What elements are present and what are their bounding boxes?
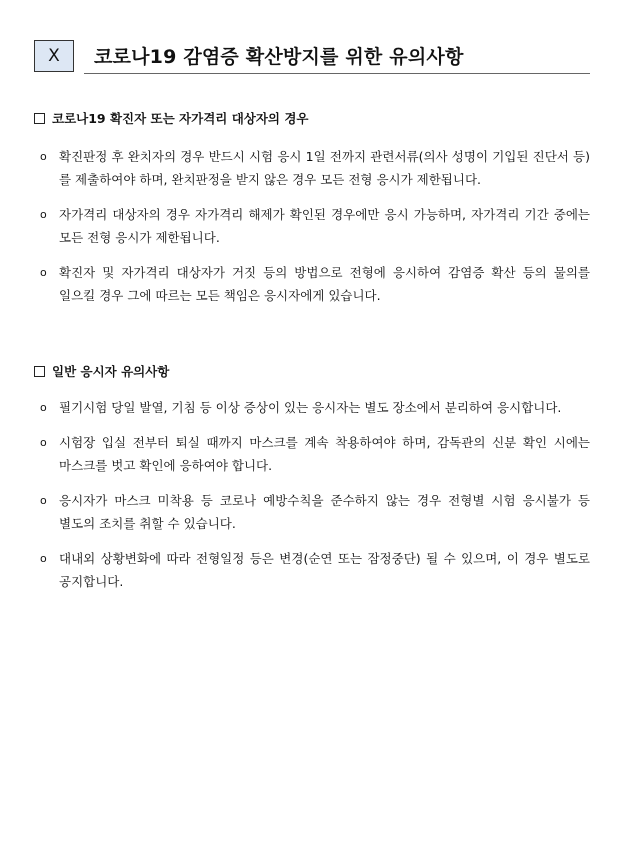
bullet-circle-icon: o: [40, 436, 47, 449]
page-header: [34, 40, 590, 74]
item-text: 시험장 입실 전부터 퇴실 때까지 마스크를 계속 착용하여야 하며, 감독관의 신분 확인 시에는 마스크를 벗고 확인에 응하여야 합니다.: [59, 435, 590, 473]
section-heading: [34, 361, 590, 381]
square-box-icon: [34, 366, 45, 377]
item-text: 자가격리 대상자의 경우 자가격리 해제가 확인된 경우에만 응시 가능하며, 자가격리 기간 중에는 모든 전형 응시가 제한됩니다.: [59, 207, 590, 245]
list-item: [34, 145, 590, 191]
bullet-circle-icon: o: [40, 401, 47, 414]
bullet-circle-icon: o: [40, 266, 47, 279]
bullet-circle-icon: o: [40, 208, 47, 221]
section-number-badge: X: [34, 40, 74, 72]
bullet-circle-icon: o: [40, 494, 47, 507]
section-confirmed-quarantine: [34, 108, 590, 319]
list-item: [34, 396, 590, 419]
item-text: 대내외 상황변화에 따라 전형일정 등은 변경(순연 또는 잠정중단) 될 수 있으며, 이 경우 별도로 공지합니다.: [59, 551, 590, 589]
bullet-circle-icon: o: [40, 150, 47, 163]
list-item: [34, 203, 590, 249]
section-heading-text: 일반 응시자 유의사항: [52, 364, 170, 379]
item-text: 확진자 및 자가격리 대상자가 거짓 등의 방법으로 전형에 응시하여 감염증 확산 등의 물의를 일으킬 경우 그에 따르는 모든 책임은 응시자에게 있습니다.: [59, 265, 590, 303]
item-text: 필기시험 당일 발열, 기침 등 이상 증상이 있는 응시자는 별도 장소에서 분리하여 응시합니다.: [59, 400, 562, 415]
item-text: 확진판정 후 완치자의 경우 반드시 시험 응시 1일 전까지 관련서류(의사 성명이 기입된 진단서 등)를 제출하여야 하며, 완치판정을 받지 않은 경우 모든 전형 응시가 제한됩니다.: [59, 149, 590, 187]
page-title: 코로나19 감염증 확산방지를 위한 유의사항: [94, 46, 464, 68]
list-item: [34, 431, 590, 477]
list-item: [34, 547, 590, 593]
section-general-applicants: [34, 361, 590, 605]
square-box-icon: [34, 113, 45, 124]
item-list: [34, 396, 590, 593]
title-underline: [84, 73, 590, 74]
section-heading-text: 코로나19 확진자 또는 자가격리 대상자의 경우: [52, 111, 309, 126]
section-heading: [34, 108, 590, 128]
list-item: [34, 489, 590, 535]
item-text: 응시자가 마스크 미착용 등 코로나 예방수칙을 준수하지 않는 경우 전형별 시험 응시불가 등 별도의 조치를 취할 수 있습니다.: [59, 493, 590, 531]
list-item: [34, 261, 590, 307]
bullet-circle-icon: o: [40, 552, 47, 565]
item-list: [34, 145, 590, 307]
